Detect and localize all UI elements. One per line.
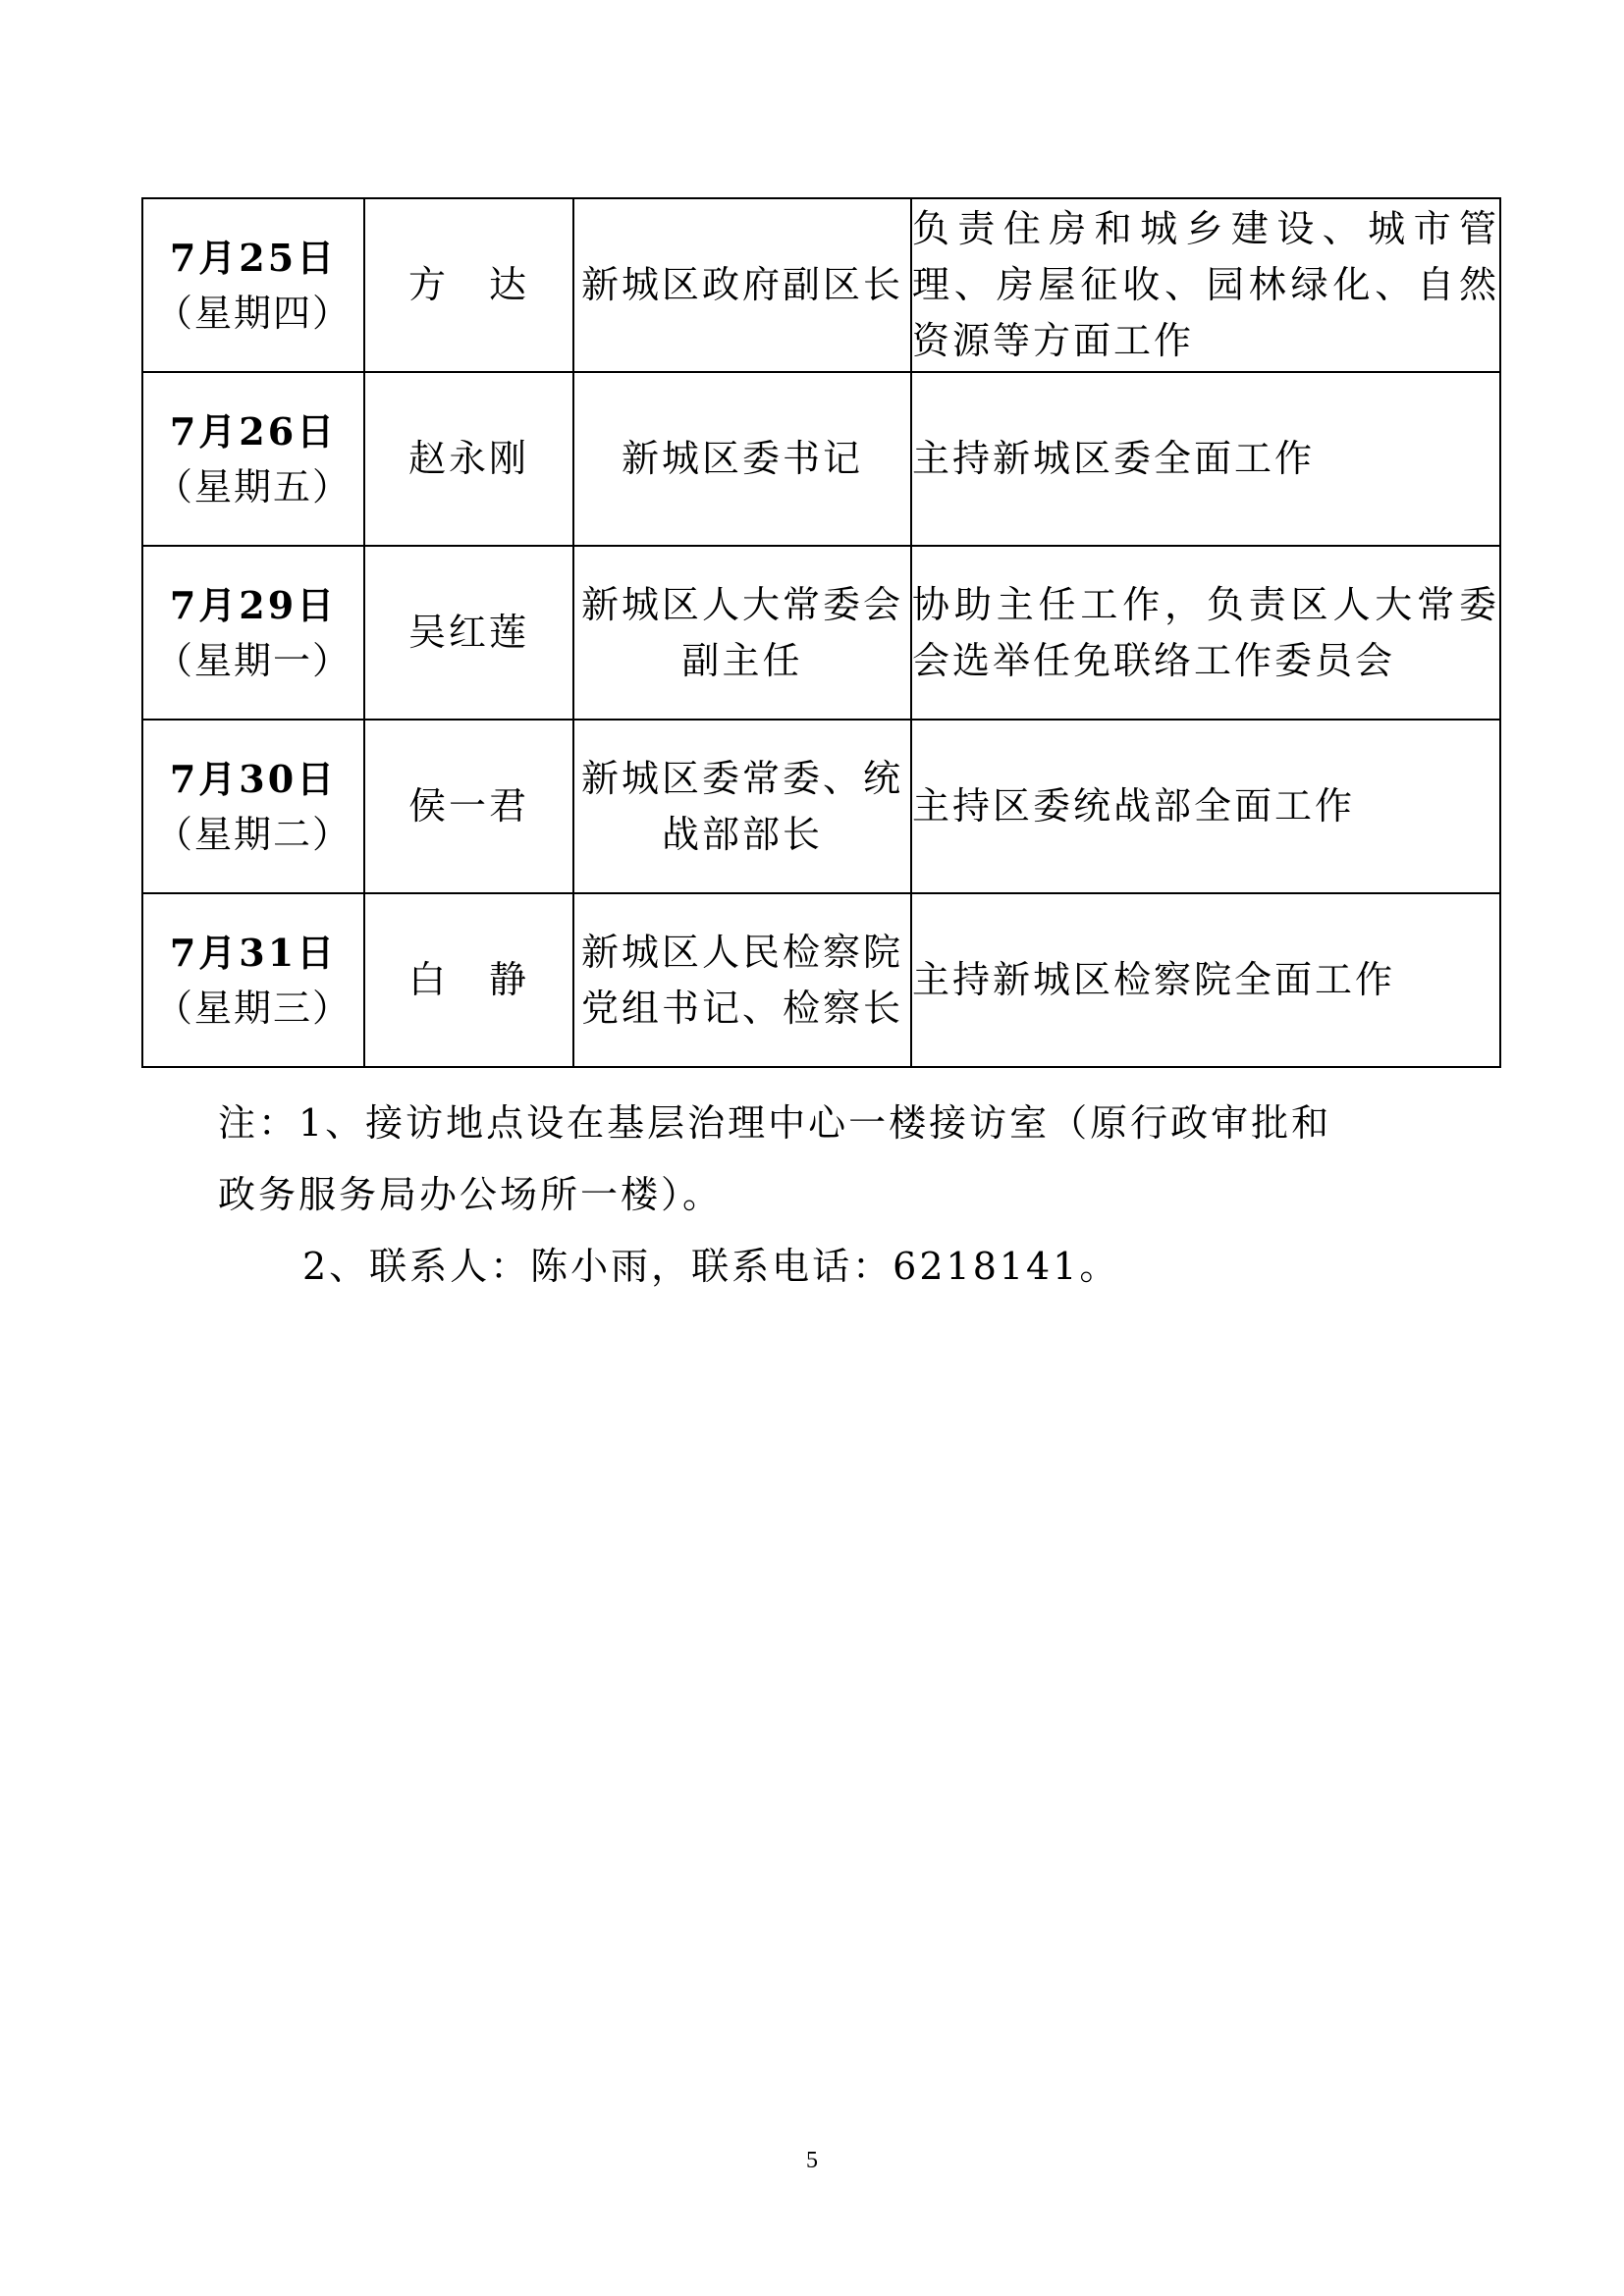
- official-name: 白 静: [364, 893, 573, 1067]
- date: 7月26日: [169, 408, 338, 454]
- weekday: （星期三）: [154, 986, 352, 1030]
- official-position: 新城区人民检察院党组书记、检察长: [573, 893, 911, 1067]
- date-cell: [142, 546, 364, 720]
- date-cell: [142, 720, 364, 893]
- table-row: [142, 372, 1500, 546]
- date: 7月31日: [169, 930, 338, 975]
- official-position: 新城区政府副区长: [573, 198, 911, 372]
- weekday: （星期二）: [154, 812, 352, 856]
- official-name: 侯一君: [364, 720, 573, 893]
- note-1-line-2: 政务服务局办公场所一楼）。: [218, 1173, 724, 1216]
- official-position: 新城区人大常委会副主任: [573, 546, 911, 720]
- date-cell: [142, 198, 364, 372]
- official-position: 新城区委常委、统战部部长: [573, 720, 911, 893]
- page-number: 5: [806, 2148, 818, 2173]
- official-name: 赵永刚: [364, 372, 573, 546]
- weekday: （星期五）: [154, 464, 352, 508]
- table-row: [142, 198, 1500, 372]
- table-row: [142, 893, 1500, 1067]
- official-duty: 主持新城区检察院全面工作: [911, 893, 1500, 1067]
- official-name: 方 达: [364, 198, 573, 372]
- official-duty: 主持新城区委全面工作: [911, 372, 1500, 546]
- weekday: （星期四）: [154, 291, 352, 335]
- note-1-line-1: 注：1、接访地点设在基层治理中心一楼接访室（原行政审批和: [218, 1101, 1332, 1145]
- official-name: 吴红莲: [364, 546, 573, 720]
- table-row: [142, 546, 1500, 720]
- official-duty: 负责住房和城乡建设、城市管理、房屋征收、园林绿化、自然资源等方面工作: [911, 198, 1500, 372]
- official-position: 新城区委书记: [573, 372, 911, 546]
- notes: [218, 1088, 1494, 1303]
- weekday: （星期一）: [154, 638, 352, 682]
- date-cell: [142, 893, 364, 1067]
- note-2: 2、联系人：陈小雨，联系电话：6218141。: [302, 1245, 1120, 1288]
- official-duty: 协助主任工作，负责区人大常委会选举任免联络工作委员会: [911, 546, 1500, 720]
- date: 7月29日: [169, 582, 338, 627]
- date-cell: [142, 372, 364, 546]
- table-row: [142, 720, 1500, 893]
- official-duty: 主持区委统战部全面工作: [911, 720, 1500, 893]
- reception-schedule-table: [141, 197, 1501, 1068]
- date: 7月30日: [169, 756, 338, 801]
- date: 7月25日: [169, 235, 338, 280]
